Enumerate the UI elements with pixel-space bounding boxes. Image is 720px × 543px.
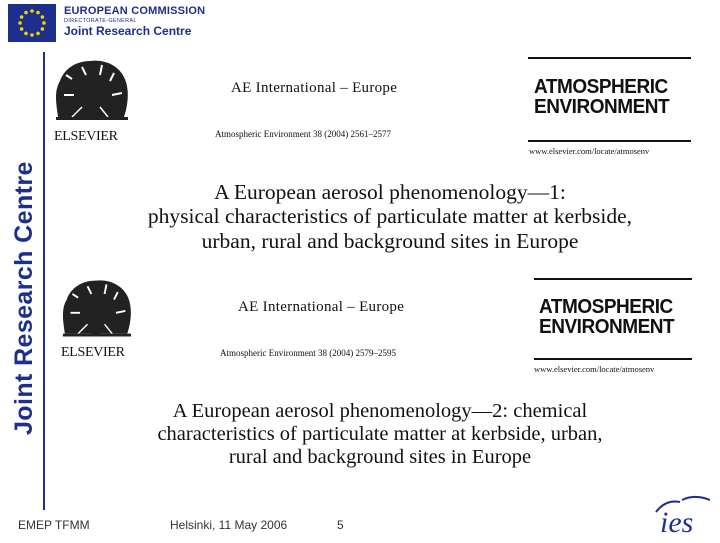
paper-title	[70, 400, 690, 469]
series-name: AE International – Europe	[238, 299, 405, 315]
journal-line-1: ATMOSPHERIC	[539, 296, 673, 318]
journal-url: www.elsevier.com/locate/atmosenv	[534, 364, 655, 374]
title-line: A European aerosol phenomenology—2: chemical	[172, 400, 588, 422]
title-line: urban, rural and background sites in Europe	[201, 228, 579, 253]
eu-star-icon	[41, 15, 45, 19]
journal-line-1: ATMOSPHERIC	[534, 76, 668, 98]
ies-logo	[652, 492, 716, 538]
commission-label: EUROPEAN COMMISSION	[64, 5, 206, 17]
eu-star-icon	[20, 15, 24, 19]
footer-place-date: Helsinki, 11 May 2006	[170, 518, 288, 532]
eu-flag-logo	[8, 4, 56, 42]
eu-star-icon	[24, 11, 28, 15]
eu-star-icon	[30, 33, 34, 37]
journal-line-2: ENVIRONMENT	[534, 96, 670, 118]
centre-label: Joint Research Centre	[64, 24, 192, 38]
sidebar-title: Joint Research Centre	[10, 161, 38, 435]
eu-star-icon	[18, 21, 22, 25]
title-line: A European aerosol phenomenology—1:	[214, 180, 566, 204]
journal-bottom-rule	[528, 140, 691, 142]
publisher-name: ELSEVIER	[61, 345, 125, 360]
title-line: characteristics of particulate matter at kerbside, urban,	[157, 423, 603, 446]
journal-top-rule	[534, 278, 692, 280]
citation: Atmospheric Environment 38 (2004) 2579–2595	[220, 348, 396, 358]
eu-star-icon	[36, 11, 40, 15]
eu-star-icon	[30, 9, 34, 13]
eu-star-icon	[41, 27, 45, 31]
eu-star-icon	[42, 21, 46, 25]
journal-logo	[534, 77, 676, 117]
title-line: rural and background sites in Europe	[228, 446, 532, 469]
journal-line-2: ENVIRONMENT	[539, 316, 675, 338]
eu-stars-icon	[8, 4, 56, 42]
journal-bottom-rule	[534, 358, 692, 360]
eu-star-icon	[36, 32, 40, 36]
journal-top-rule	[528, 57, 691, 59]
footer-event: EMEP TFMM	[18, 518, 90, 532]
eu-star-icon	[20, 27, 24, 31]
series-name: AE International – Europe	[231, 80, 398, 96]
eu-star-icon	[24, 32, 28, 36]
publisher-name: ELSEVIER	[54, 129, 118, 144]
journal-url: www.elsevier.com/locate/atmosenv	[529, 146, 650, 156]
sidebar-divider	[43, 52, 45, 510]
header-block	[64, 5, 205, 38]
ies-logo-text: ies	[660, 506, 694, 538]
elsevier-tree-icon	[58, 275, 136, 345]
directorate-label: DIRECTORATE-GENERAL	[64, 18, 137, 24]
paper-title	[70, 180, 710, 253]
citation: Atmospheric Environment 38 (2004) 2561–2577	[215, 129, 391, 139]
footer-page-number: 5	[337, 518, 344, 532]
title-line: physical characteristics of particulate matter at kerbside,	[147, 204, 633, 229]
journal-logo	[539, 297, 681, 337]
elsevier-tree-icon	[52, 55, 132, 129]
